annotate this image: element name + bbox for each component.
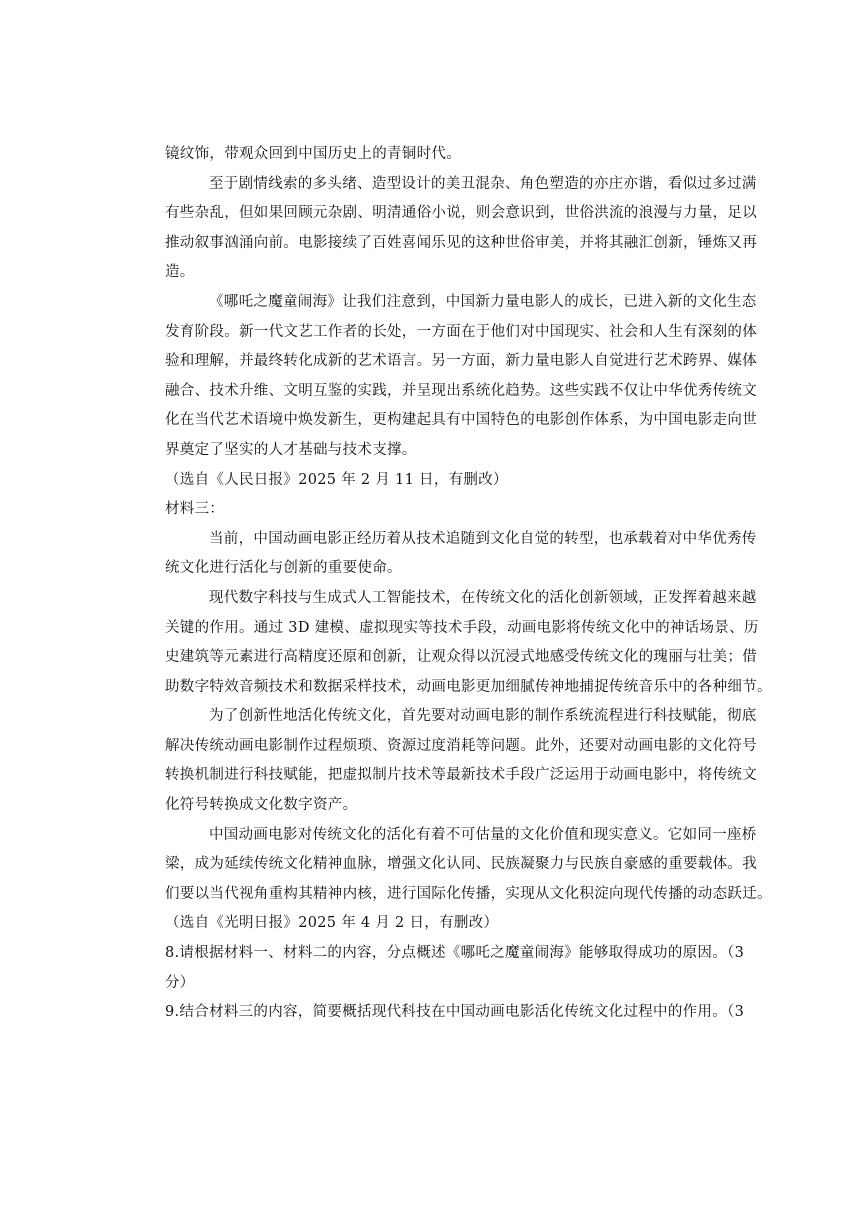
text-line: 界奠定了坚实的人才基础与技术支撑。 — [165, 441, 417, 458]
text-line: 8.请根据材料一、材料二的内容，分点概述《哪吒之魔童闹海》能够取得成功的原因。（3 — [165, 945, 745, 962]
text-line: 有些杂乱，但如果回顾元杂剧、明清通俗小说，则会意识到，世俗洪流的浪漫与力量，足以 — [165, 205, 757, 222]
text-line: 镜纹饰，带观众回到中国历史上的青铜时代。 — [165, 146, 461, 162]
text-line: 材料三： — [165, 501, 225, 518]
text-line: 当前，中国动画电影正经历着从技术追随到文化自觉的转型，也承载着对中华优秀传 — [209, 530, 757, 547]
text-line: 为了创新性地活化传统文化，首先要对动画电影的制作系统流程进行科技赋能，彻底 — [209, 708, 757, 725]
text-line: 现代数字科技与生成式人工智能技术，在传统文化的活化创新领域，正发挥着越来越 — [209, 589, 757, 606]
text-line: （选自《人民日报》2025 年 2 月 11 日，有删改） — [165, 471, 508, 488]
text-line: 史建筑等元素进行高精度还原和创新，让观众得以沉浸式地感受传统文化的瑰丽与壮美；借 — [165, 649, 757, 666]
text-line: 推动叙事汹涌向前。电影接续了百姓喜闻乐见的这种世俗审美，并将其融汇创新，锤炼又再 — [165, 234, 757, 251]
text-line: 们要以当代视角重构其精神内核，进行国际化传播，实现从文化积淀向现代传播的动态跃迁。 — [165, 885, 772, 902]
text-line: 融合、技术升维、文明互鉴的实践，并呈现出系统化趋势。这些实践不仅让中华优秀传统文 — [165, 382, 757, 399]
text-line: 9.结合材料三的内容，简要概括现代科技在中国动画电影活化传统文化过程中的作用。（3 — [165, 1004, 745, 1021]
text-line: 《哪吒之魔童闹海》让我们注意到，中国新力量电影人的成长，已进入新的文化生态 — [209, 293, 757, 310]
text-line: （选自《光明日报》2025 年 4 月 2 日，有删改） — [165, 915, 499, 932]
text-line: 造。 — [165, 264, 195, 281]
text-line: 中国动画电影对传统文化的活化有着不可估量的文化价值和现实意义。它如同一座桥 — [209, 826, 757, 843]
text-line: 转换机制进行科技赋能，把虚拟制片技术等最新技术手段广泛运用于动画电影中，将传统文 — [165, 767, 757, 784]
text-line: 梁，成为延续传统文化精神血脉，增强文化认同、民族凝聚力与民族自豪感的重要载体。我 — [165, 856, 757, 873]
document-page — [165, 140, 772, 1028]
text-line: 助数字特效音频技术和数据采样技术，动画电影更加细腻传神地捕捉传统音乐中的各种细节。 — [165, 678, 772, 695]
text-line: 至于剧情线索的多头绪、造型设计的美丑混杂、角色塑造的亦庄亦谐，看似过多过满 — [209, 175, 757, 192]
text-line: 关键的作用。通过 3D 建模、虚拟现实等技术手段，动画电影将传统文化中的神话场景、历 — [165, 619, 759, 636]
text-line: 分） — [165, 974, 195, 991]
text-line: 统文化进行活化与创新的重要使命。 — [165, 560, 402, 577]
text-line: 验和理解，并最终转化成新的艺术语言。另一方面，新力量电影人自觉进行艺术跨界、媒体 — [165, 353, 757, 370]
text-line: 化在当代艺术语境中焕发新生，更构建起具有中国特色的电影创作体系，为中国电影走向世 — [165, 412, 757, 429]
text-line: 化符号转换成文化数字资产。 — [165, 797, 358, 814]
text-line: 发育阶段。新一代文艺工作者的长处，一方面在于他们对中国现实、社会和人生有深刻的体 — [165, 323, 757, 340]
text-line: 解决传统动画电影制作过程烦琐、资源过度消耗等问题。此外，还要对动画电影的文化符号 — [165, 737, 757, 754]
